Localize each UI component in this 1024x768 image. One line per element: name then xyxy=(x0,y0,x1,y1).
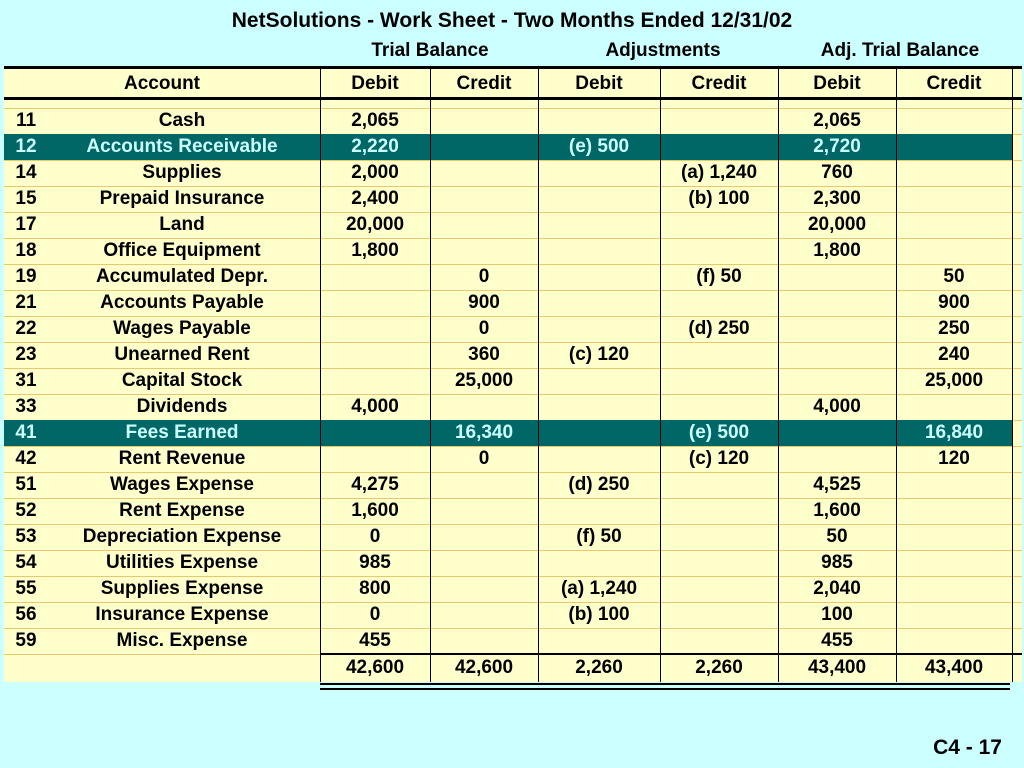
cell-tb-debit: 455 xyxy=(359,630,391,651)
cell-adj-credit xyxy=(660,290,778,316)
cell-atb-debit: 985 xyxy=(821,552,853,573)
account-number: 23 xyxy=(15,344,37,365)
total-tb-debit: 42,600 xyxy=(345,657,405,678)
cell-atb-credit xyxy=(896,472,1012,498)
cell-tb-credit xyxy=(430,602,538,628)
double-underline xyxy=(320,683,1010,685)
cell-adj-credit xyxy=(660,550,778,576)
cell-adj-credit xyxy=(660,498,778,524)
cell-adj-credit xyxy=(660,602,778,628)
table-row xyxy=(4,108,1012,134)
double-underline xyxy=(320,688,1010,690)
cell-atb-credit xyxy=(896,628,1012,654)
top-border xyxy=(4,66,1022,69)
cell-atb-credit: 120 xyxy=(938,448,970,469)
account-name: Accounts Receivable xyxy=(86,136,278,157)
total-adj-credit: 2,260 xyxy=(695,657,743,678)
cell-adj-debit xyxy=(538,420,660,446)
cell-adj-debit xyxy=(538,368,660,394)
table-row xyxy=(4,342,1012,368)
cell-adj-debit xyxy=(538,498,660,524)
cell-atb-credit xyxy=(896,394,1012,420)
cell-atb-debit: 2,040 xyxy=(813,578,861,599)
account-number: 59 xyxy=(15,630,37,651)
table-row xyxy=(4,472,1012,498)
cell-atb-debit xyxy=(778,368,896,394)
table-row xyxy=(4,290,1012,316)
cell-adj-debit xyxy=(538,238,660,264)
account-name: Utilities Expense xyxy=(105,552,259,573)
cell-adj-debit: (f) 50 xyxy=(576,526,622,547)
account-number: 22 xyxy=(15,318,37,339)
cell-adj-credit xyxy=(660,472,778,498)
slide-number: C4 - 17 xyxy=(933,736,1002,759)
cell-tb-debit: 2,065 xyxy=(351,110,399,131)
table-row xyxy=(4,550,1012,576)
account-name: Rent Revenue xyxy=(118,448,246,469)
account-number: 14 xyxy=(15,162,37,183)
cell-tb-credit: 360 xyxy=(468,344,500,365)
cell-adj-debit: (e) 500 xyxy=(568,136,630,157)
header-adj-credit: Credit xyxy=(691,73,747,94)
account-name: Rent Expense xyxy=(119,500,245,521)
account-number: 55 xyxy=(15,578,37,599)
cell-tb-debit: 2,400 xyxy=(351,188,399,209)
cell-atb-credit xyxy=(896,498,1012,524)
account-number: 12 xyxy=(15,136,37,157)
cell-atb-debit: 760 xyxy=(821,162,853,183)
account-name: Land xyxy=(159,214,205,235)
column-divider xyxy=(1012,66,1013,682)
cell-atb-credit xyxy=(896,524,1012,550)
cell-atb-debit: 4,525 xyxy=(813,474,861,495)
cell-adj-debit: (c) 120 xyxy=(568,344,630,365)
account-number: 15 xyxy=(15,188,37,209)
cell-adj-credit: (a) 1,240 xyxy=(680,162,758,183)
cell-tb-debit xyxy=(320,342,430,368)
cell-tb-credit xyxy=(430,498,538,524)
cell-adj-credit: (d) 250 xyxy=(688,318,750,339)
cell-tb-credit xyxy=(430,186,538,212)
header-border xyxy=(4,97,1022,100)
cell-tb-debit: 985 xyxy=(359,552,391,573)
cell-tb-debit xyxy=(320,316,430,342)
cell-atb-credit: 900 xyxy=(938,292,970,313)
account-name: Cash xyxy=(158,110,206,131)
cell-adj-debit xyxy=(538,108,660,134)
account-number: 53 xyxy=(15,526,37,547)
cell-atb-credit xyxy=(896,108,1012,134)
table-row xyxy=(4,576,1012,602)
account-number: 52 xyxy=(15,500,37,521)
cell-adj-debit xyxy=(538,394,660,420)
cell-atb-credit xyxy=(896,602,1012,628)
cell-adj-debit xyxy=(538,628,660,654)
group-trial-balance: Trial Balance xyxy=(371,40,489,61)
cell-atb-debit: 2,300 xyxy=(813,188,861,209)
column-divider xyxy=(778,66,779,682)
cell-atb-debit: 2,720 xyxy=(813,136,861,157)
cell-adj-credit xyxy=(660,628,778,654)
account-name: Supplies xyxy=(142,162,222,183)
cell-adj-credit xyxy=(660,212,778,238)
work-sheet xyxy=(4,66,1022,682)
cell-atb-credit: 25,000 xyxy=(924,370,984,391)
cell-tb-credit: 16,340 xyxy=(454,422,514,443)
cell-adj-debit xyxy=(538,160,660,186)
column-divider xyxy=(896,66,897,682)
cell-tb-credit xyxy=(430,550,538,576)
account-number: 19 xyxy=(15,266,37,287)
account-name: Office Equipment xyxy=(103,240,261,261)
cell-adj-debit xyxy=(538,264,660,290)
cell-tb-debit: 20,000 xyxy=(345,214,405,235)
account-name: Insurance Expense xyxy=(95,604,269,625)
cell-adj-credit: (c) 120 xyxy=(688,448,750,469)
cell-atb-credit: 50 xyxy=(943,266,965,287)
account-name: Supplies Expense xyxy=(100,578,264,599)
cell-atb-credit: 250 xyxy=(938,318,970,339)
cell-adj-credit xyxy=(660,394,778,420)
column-divider xyxy=(538,66,539,682)
account-name: Dividends xyxy=(136,396,228,417)
cell-atb-credit: 240 xyxy=(938,344,970,365)
cell-adj-debit: (d) 250 xyxy=(568,474,630,495)
cell-atb-debit: 1,600 xyxy=(813,500,861,521)
account-name: Depreciation Expense xyxy=(82,526,282,547)
page-title: NetSolutions - Work Sheet - Two Months Ended 12/31/02 xyxy=(231,9,793,32)
table-row xyxy=(4,498,1012,524)
total-adj-debit: 2,260 xyxy=(575,657,623,678)
cell-tb-credit xyxy=(430,108,538,134)
cell-atb-debit: 50 xyxy=(826,526,848,547)
cell-tb-debit xyxy=(320,290,430,316)
column-divider xyxy=(320,66,321,682)
account-number: 41 xyxy=(15,422,37,443)
cell-atb-credit xyxy=(896,186,1012,212)
cell-atb-debit xyxy=(778,290,896,316)
account-name: Accounts Payable xyxy=(100,292,264,313)
cell-adj-debit: (b) 100 xyxy=(568,604,630,625)
account-number: 11 xyxy=(15,110,37,131)
account-number: 51 xyxy=(15,474,37,495)
header-adj-debit: Debit xyxy=(575,73,623,94)
cell-atb-debit: 1,800 xyxy=(813,240,861,261)
cell-adj-credit xyxy=(660,368,778,394)
header-atb-debit: Debit xyxy=(813,73,861,94)
cell-tb-debit: 1,800 xyxy=(351,240,399,261)
account-number: 17 xyxy=(15,214,37,235)
account-name: Fees Earned xyxy=(125,422,239,443)
account-number: 18 xyxy=(15,240,37,261)
cell-tb-debit: 2,000 xyxy=(351,162,399,183)
cell-adj-debit xyxy=(538,186,660,212)
totals-row xyxy=(4,655,1012,681)
cell-tb-debit xyxy=(320,446,430,472)
cell-tb-debit xyxy=(320,264,430,290)
column-divider xyxy=(660,66,661,682)
cell-tb-credit xyxy=(430,238,538,264)
cell-tb-credit xyxy=(430,472,538,498)
account-name: Wages Payable xyxy=(113,318,251,339)
account-number: 31 xyxy=(15,370,37,391)
table-row xyxy=(4,446,1012,472)
cell-tb-debit: 800 xyxy=(359,578,391,599)
cell-tb-credit: 900 xyxy=(468,292,500,313)
cell-adj-debit xyxy=(538,446,660,472)
account-name: Prepaid Insurance xyxy=(99,188,265,209)
cell-tb-debit xyxy=(320,420,430,446)
cell-atb-debit xyxy=(778,264,896,290)
cell-adj-credit: (e) 500 xyxy=(688,422,750,443)
cell-tb-credit xyxy=(430,628,538,654)
cell-adj-credit: (f) 50 xyxy=(696,266,742,287)
totals-border xyxy=(320,653,1022,655)
cell-atb-credit xyxy=(896,212,1012,238)
cell-adj-debit xyxy=(538,316,660,342)
table-row xyxy=(4,264,1012,290)
table-row xyxy=(4,628,1012,654)
cell-atb-debit: 100 xyxy=(821,604,853,625)
header-tb-credit: Credit xyxy=(456,73,512,94)
cell-atb-debit: 2,065 xyxy=(813,110,861,131)
cell-atb-credit xyxy=(896,550,1012,576)
header-atb-credit: Credit xyxy=(926,73,982,94)
table-row xyxy=(4,238,1012,264)
table-row xyxy=(4,212,1012,238)
table-row xyxy=(4,160,1012,186)
cell-tb-credit xyxy=(430,576,538,602)
cell-tb-credit xyxy=(430,212,538,238)
cell-adj-debit xyxy=(538,212,660,238)
header-account: Account xyxy=(124,73,200,94)
cell-atb-credit xyxy=(896,576,1012,602)
table-row xyxy=(4,368,1012,394)
account-number: 33 xyxy=(15,396,37,417)
total-tb-credit: 42,600 xyxy=(454,657,514,678)
cell-tb-debit: 0 xyxy=(369,526,381,547)
cell-tb-debit: 4,000 xyxy=(351,396,399,417)
cell-tb-credit: 0 xyxy=(478,318,490,339)
total-atb-credit: 43,400 xyxy=(924,657,984,678)
account-number: 54 xyxy=(15,552,37,573)
cell-tb-credit xyxy=(430,394,538,420)
cell-adj-credit xyxy=(660,238,778,264)
table-row xyxy=(4,420,1012,446)
group-adj-trial-balance: Adj. Trial Balance xyxy=(820,40,980,61)
cell-atb-debit xyxy=(778,420,896,446)
cell-atb-debit xyxy=(778,446,896,472)
cell-tb-debit: 2,220 xyxy=(351,136,399,157)
cell-tb-credit: 0 xyxy=(478,448,490,469)
cell-adj-credit xyxy=(660,524,778,550)
table-row xyxy=(4,316,1012,342)
cell-adj-credit xyxy=(660,108,778,134)
cell-adj-credit xyxy=(660,342,778,368)
cell-adj-credit: (b) 100 xyxy=(688,188,750,209)
cell-atb-credit xyxy=(896,238,1012,264)
cell-atb-credit xyxy=(896,134,1012,160)
cell-adj-debit xyxy=(538,290,660,316)
total-atb-debit: 43,400 xyxy=(807,657,867,678)
account-name: Capital Stock xyxy=(121,370,243,391)
account-number: 21 xyxy=(15,292,37,313)
cell-atb-debit xyxy=(778,342,896,368)
cell-tb-credit xyxy=(430,160,538,186)
account-number: 56 xyxy=(15,604,37,625)
cell-atb-credit xyxy=(896,160,1012,186)
table-row xyxy=(4,134,1012,160)
cell-atb-debit: 455 xyxy=(821,630,853,651)
table-row xyxy=(4,394,1012,420)
cell-tb-credit xyxy=(430,134,538,160)
column-divider xyxy=(430,66,431,682)
cell-adj-debit xyxy=(538,550,660,576)
cell-tb-debit: 1,600 xyxy=(351,500,399,521)
account-name: Accumulated Depr. xyxy=(95,266,269,287)
account-name: Unearned Rent xyxy=(114,344,250,365)
table-row xyxy=(4,602,1012,628)
account-number: 42 xyxy=(15,448,37,469)
cell-atb-debit xyxy=(778,316,896,342)
account-name: Wages Expense xyxy=(110,474,254,495)
account-name: Misc. Expense xyxy=(116,630,248,651)
cell-atb-debit: 4,000 xyxy=(813,396,861,417)
cell-adj-credit xyxy=(660,576,778,602)
cell-atb-debit: 20,000 xyxy=(807,214,867,235)
cell-tb-debit: 4,275 xyxy=(351,474,399,495)
cell-tb-credit: 25,000 xyxy=(454,370,514,391)
cell-atb-credit: 16,840 xyxy=(924,422,984,443)
table-row xyxy=(4,186,1012,212)
cell-tb-credit: 0 xyxy=(478,266,490,287)
cell-adj-debit: (a) 1,240 xyxy=(560,578,638,599)
cell-tb-credit xyxy=(430,524,538,550)
table-row xyxy=(4,524,1012,550)
cell-tb-debit: 0 xyxy=(369,604,381,625)
cell-tb-debit xyxy=(320,368,430,394)
cell-adj-credit xyxy=(660,134,778,160)
group-adjustments: Adjustments xyxy=(605,40,721,61)
header-tb-debit: Debit xyxy=(351,73,399,94)
